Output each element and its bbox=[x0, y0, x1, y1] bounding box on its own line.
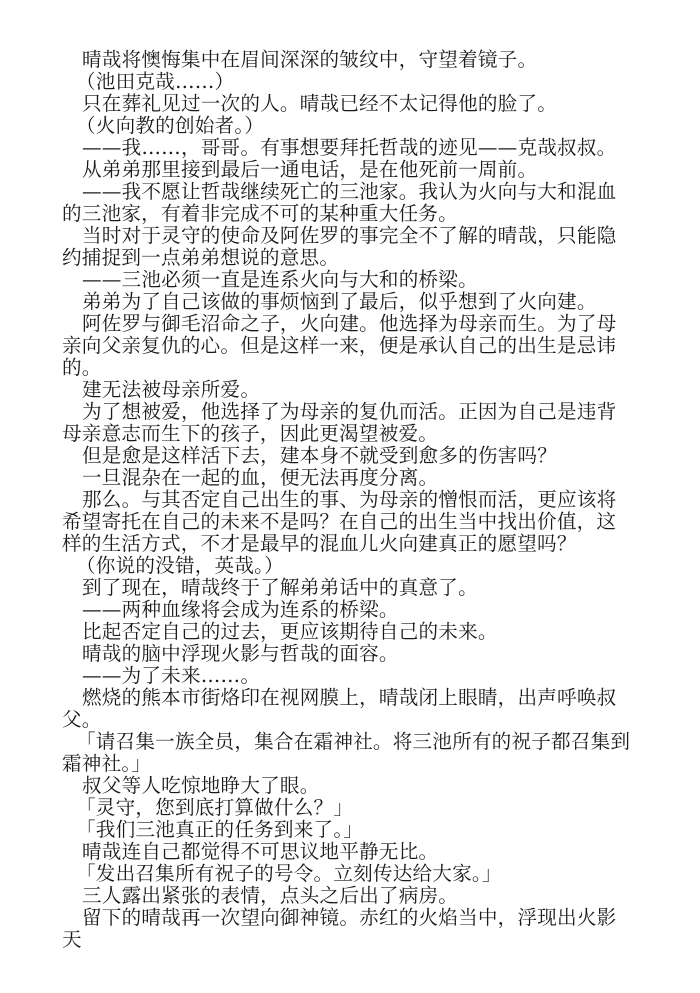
paragraph: 阿佐罗与御毛沼命之子，火向建。他选择为母亲而生。为了母亲向父亲复仇的心。但是这样一来，便是承认自己的出生是忌讳的。 bbox=[62, 312, 617, 379]
paragraph: 弟弟为了自己该做的事烦恼到了最后，似乎想到了火向建。 bbox=[82, 290, 597, 313]
paragraph: （你说的没错，英哉。） bbox=[76, 554, 284, 577]
paragraph: ——为了未来……。 bbox=[82, 664, 261, 687]
paragraph: 建无法被母亲所爱。 bbox=[82, 378, 261, 401]
paragraph: 晴哉连自己都觉得不可思议地平静无比。 bbox=[82, 840, 439, 863]
document-page bbox=[62, 49, 632, 951]
paragraph: 为了想被爱，他选择了为母亲的复仇而活。正因为自己是违背母亲意志而生下的孩子，因此更渴望被爱。 bbox=[62, 400, 617, 445]
paragraph: 燃烧的熊本市街烙印在视网膜上，晴哉闭上眼睛，出声呼唤叔父。 bbox=[62, 686, 617, 731]
paragraph: 到了现在，晴哉终于了解弟弟话中的真意了。 bbox=[82, 576, 478, 599]
paragraph: 那么。与其否定自己出生的事、为母亲的憎恨而活，更应该将希望寄托在自己的未来不是吗？在自己的出生当中找出价值，这样的生活方式，不才是最早的混血儿火向建真正的愿望吗？ bbox=[62, 488, 617, 555]
paragraph: 「请召集一族全员，集合在霜神社。将三池所有的祝子都召集到霜神社。」 bbox=[62, 730, 631, 775]
paragraph: 比起否定自己的过去，更应该期待自己的未来。 bbox=[82, 620, 498, 643]
paragraph: 「灵守，您到底打算做什么？」 bbox=[76, 796, 354, 819]
paragraph: （火向教的创始者。） bbox=[76, 114, 265, 137]
paragraph: ——我不愿让哲哉继续死亡的三池家。我认为火向与大和混血的三池家，有着非完成不可的某种重大任务。 bbox=[62, 180, 617, 225]
paragraph: 「我们三池真正的任务到来了。」 bbox=[76, 818, 364, 841]
paragraph: ——我……，哥哥。有事想要拜托哲哉的迹见——克哉叔叔。 bbox=[82, 136, 617, 159]
paragraph: 晴哉的脑中浮现火影与哲哉的面容。 bbox=[82, 642, 399, 665]
paragraph: 从弟弟那里接到最后一通电话，是在他死前一周前。 bbox=[82, 158, 538, 181]
paragraph: 只在葬礼见过一次的人。晴哉已经不太记得他的脸了。 bbox=[82, 92, 558, 115]
paragraph: （池田克哉……） bbox=[76, 70, 235, 93]
paragraph: 留下的晴哉再一次望向御神镜。赤红的火焰当中，浮现出火影天 bbox=[62, 906, 617, 951]
paragraph: 但是愈是这样活下去，建本身不就受到愈多的伤害吗？ bbox=[82, 444, 558, 467]
paragraph: 「发出召集所有祝子的号令。立刻传达给大家。」 bbox=[76, 862, 502, 885]
paragraph: 一旦混杂在一起的血，便无法再度分离。 bbox=[82, 466, 439, 489]
paragraph: 叔父等人吃惊地睁大了眼。 bbox=[82, 774, 320, 797]
paragraph: 三人露出紧张的表情，点头之后出了病房。 bbox=[82, 884, 459, 907]
paragraph: ——三池必须一直是连系火向与大和的桥梁。 bbox=[82, 268, 478, 291]
paragraph: 晴哉将懊悔集中在眉间深深的皱纹中，守望着镜子。 bbox=[82, 48, 538, 71]
paragraph: ——两种血缘将会成为连系的桥梁。 bbox=[82, 598, 399, 621]
paragraph: 当时对于灵守的使命及阿佐罗的事完全不了解的晴哉，只能隐约捕捉到一点弟弟想说的意思。 bbox=[62, 224, 617, 269]
